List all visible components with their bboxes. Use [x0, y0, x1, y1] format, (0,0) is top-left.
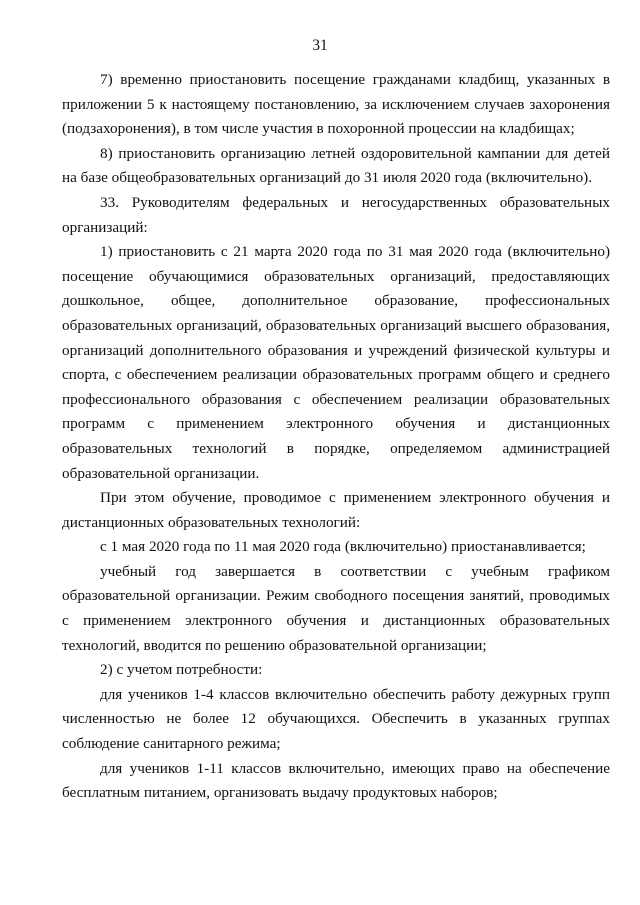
paragraph-p-food [62, 757, 610, 806]
paragraph-p-year [62, 560, 610, 658]
paragraph-p-groups [62, 683, 610, 757]
text-line: дошкольное, общее, дополнительное образование, профессиональных [62, 292, 610, 310]
paragraph-p8 [62, 142, 610, 191]
text-line: организаций дополнительного образования и учреждений физической культуры и [62, 341, 610, 359]
text-line: технологий, вводится по решению образовательной организации; [62, 636, 487, 654]
text-line: организаций: [62, 218, 148, 236]
text-line: с 1 мая 2020 года по 11 мая 2020 года (включительно) приостанавливается; [100, 538, 586, 556]
text-line: посещение обучающимися образовательных организаций, предоставляющих [62, 267, 610, 285]
text-line: При этом обучение, проводимое с применением электронного обучения и [100, 489, 610, 507]
text-line: (подзахоронения), в том числе участия в похоронной процессии на кладбищах; [62, 120, 575, 138]
text-line: дистанционных образовательных технологий: [62, 513, 361, 531]
text-line: программ с применением электронного обучения и дистанционных [62, 415, 610, 433]
text-line: образовательных технологий в порядке, определяемом администрацией [62, 439, 610, 457]
paragraph-p33-2 [62, 658, 610, 683]
text-line: для учеников 1-11 классов включительно, имеющих право на обеспечение [100, 759, 610, 777]
text-line: спорта, с обеспечением реализации образовательных программ общего и среднего [62, 366, 610, 384]
paragraph-p-training [62, 486, 610, 535]
text-line: соблюдение санитарного режима; [62, 735, 281, 753]
text-line: образовательных организаций, образовательных организаций высшего образования, [62, 316, 610, 334]
text-line: с применением электронного обучения и дистанционных образовательных [62, 612, 610, 630]
text-line: на базе общеобразовательных организаций до 31 июля 2020 года (включительно). [62, 169, 593, 187]
paragraph-p-suspend [62, 535, 610, 560]
page-number: 31 [312, 37, 328, 54]
paragraph-p33 [62, 191, 610, 240]
text-line: образовательной организации. Режим свободного посещения занятий, проводимых [62, 587, 610, 605]
text-line: учебный год завершается в соответствии с учебным графиком [100, 562, 610, 580]
text-line: 8) приостановить организацию летней оздоровительной кампании для детей [100, 144, 610, 162]
text-line: образовательной организации. [62, 464, 260, 482]
paragraph-p7 [62, 68, 610, 142]
text-line: численностью не более 12 обучающихся. Обеспечить в указанных группах [62, 710, 610, 728]
text-line: для учеников 1-4 классов включительно обеспечить работу дежурных групп [100, 685, 610, 703]
text-line: 7) временно приостановить посещение гражданами кладбищ, указанных в [100, 71, 610, 88]
text-line: 1) приостановить с 21 марта 2020 года по 31 мая 2020 года (включительно) [100, 243, 610, 261]
text-line: 33. Руководителям федеральных и негосударственных образовательных [100, 193, 610, 211]
paragraph-p33-1 [62, 240, 610, 486]
text-line: приложении 5 к настоящему постановлению, за исключением случаев захоронения [62, 95, 610, 113]
text-line: профессионального образования с обеспечением реализации образовательных [62, 390, 610, 408]
text-line: 2) с учетом потребности: [100, 661, 263, 679]
document-body [62, 68, 610, 806]
text-line: бесплатным питанием, организовать выдачу продуктовых наборов; [62, 784, 498, 802]
